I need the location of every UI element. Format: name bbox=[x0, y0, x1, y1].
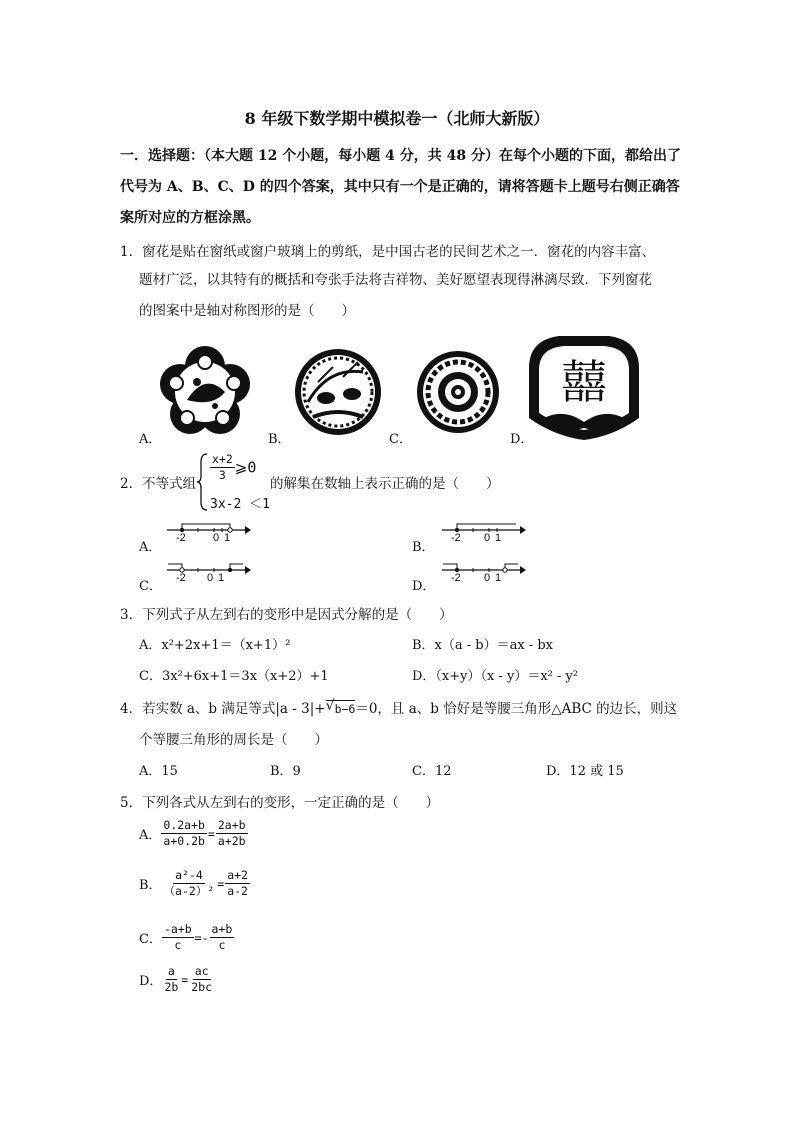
q4-option-d[interactable]: D．12 或 15 bbox=[546, 764, 624, 779]
q1-option-b[interactable]: B． bbox=[268, 432, 291, 447]
q5-a-left-numerator: 0.2a+b bbox=[163, 818, 205, 832]
q5-b-left-fraction bbox=[162, 868, 217, 899]
q2-c-tick-0: 0 bbox=[207, 572, 214, 584]
q5-b-right-numerator: a+2 bbox=[227, 868, 248, 882]
q2-ineq1-numerator: x+2 bbox=[212, 452, 233, 466]
q2-option-c[interactable]: C． bbox=[139, 579, 162, 594]
q5-c-right-numerator: a+b bbox=[211, 922, 233, 936]
q1-stem-line3: 的图案中是轴对称图形的是（ ） bbox=[139, 303, 355, 319]
q5-b-right-denominator: a-2 bbox=[227, 884, 248, 898]
q2-d-tick-neg2: -2 bbox=[451, 572, 461, 584]
section-heading-line3: 案所对应的方框涂黑。 bbox=[120, 210, 260, 226]
q5-c-right-denominator: c bbox=[218, 938, 226, 952]
q1-stem-line2: 题材广泛，以其特有的概括和夸张手法将吉祥物、美好愿望表现得淋漓尽致．下列窗花 bbox=[139, 272, 652, 288]
section-heading-line2: 代号为 A、B、C、D 的四个答案，其中只有一个是正确的，请将答题卡上题号右侧正确答 bbox=[120, 179, 680, 195]
q4-stem-line2: 个等腰三角形的周长是（ ） bbox=[139, 732, 328, 748]
q5-c-left-numerator: -a+b bbox=[163, 922, 192, 936]
q5-option-b[interactable] bbox=[139, 868, 250, 899]
q2-d-tick-1: 1 bbox=[495, 572, 502, 584]
q5-option-d[interactable] bbox=[139, 964, 214, 995]
q4-sqrt bbox=[326, 700, 356, 717]
page-title: 8 年级下数学期中模拟卷一（北师大新版） bbox=[244, 109, 550, 128]
q2-option-d[interactable]: D． bbox=[412, 579, 436, 594]
q2-a-tick-neg2: -2 bbox=[176, 532, 186, 544]
q2-b-tick-0: 0 bbox=[484, 532, 491, 544]
q5-d-left-denominator: 2b bbox=[164, 980, 179, 994]
q4-stem-part2: ＝0，且 a、b 恰好是等腰三角形△ABC 的边长，则这 bbox=[355, 701, 678, 717]
q4-stem-line1 bbox=[120, 697, 677, 717]
q3-option-b[interactable]: B．x（a - b）＝ax - bx bbox=[412, 638, 554, 653]
q5-c-label: C． bbox=[139, 932, 162, 947]
q4-option-a[interactable]: A．15 bbox=[139, 764, 178, 779]
q1-option-c[interactable]: C． bbox=[389, 432, 412, 447]
q3-option-a[interactable]: A．x²+2x+1＝（x+1）² bbox=[139, 638, 291, 653]
q4-stem-part1: 4．若实数 a、b 满足等式|a - 3|+ bbox=[120, 701, 326, 717]
q2-c-tick-1: 1 bbox=[218, 572, 225, 584]
q2-d-tick-0: 0 bbox=[484, 572, 491, 584]
q5-d-left-fraction bbox=[162, 964, 180, 995]
q5-a-right-fraction bbox=[216, 818, 248, 849]
section-heading-line1: 一．选择题：（本大题 12 个小题，每小题 4 分，共 48 分）在每个小题的下面，都给出了 bbox=[120, 148, 681, 164]
q1-image-a-plum-blossom bbox=[160, 346, 250, 434]
q2-inequality-1 bbox=[210, 452, 256, 483]
q4-radicand: b−6 bbox=[334, 702, 356, 716]
q5-d-left-numerator: a bbox=[167, 964, 175, 978]
q5-c-equals: =- bbox=[194, 930, 209, 945]
q5-d-right-denominator: 2bc bbox=[191, 980, 213, 994]
q3-option-c[interactable]: C．3x²+6x+1＝3x（x+2）+1 bbox=[139, 669, 329, 684]
q2-a-tick-1: 1 bbox=[224, 532, 231, 544]
q5-option-a[interactable] bbox=[139, 818, 248, 849]
q1-option-a[interactable]: A． bbox=[139, 432, 162, 447]
q5-b-left-denominator: （a-2）² bbox=[163, 884, 215, 898]
q2-ineq1-fraction bbox=[210, 452, 235, 483]
q4-sqrt-sign: √ bbox=[325, 698, 335, 714]
q2-option-a[interactable]: A． bbox=[139, 540, 162, 555]
q2-suffix: 的解集在数轴上表示正确的是（ ） bbox=[270, 476, 500, 492]
q3-option-d[interactable]: D．（x+y）（x - y）＝x² - y² bbox=[412, 669, 579, 684]
q5-a-label: A． bbox=[139, 828, 162, 843]
q5-a-equals: = bbox=[207, 826, 215, 841]
q5-a-left-denominator: a+0.2b bbox=[163, 834, 205, 848]
q5-a-right-denominator: a+2b bbox=[217, 834, 246, 848]
q5-a-left-fraction bbox=[161, 818, 207, 849]
q2-b-tick-neg2: -2 bbox=[451, 532, 461, 544]
q5-d-label: D． bbox=[139, 974, 163, 989]
q5-c-left-denominator: c bbox=[174, 938, 182, 952]
q2-system-brace bbox=[196, 452, 210, 512]
q1-double-happiness-glyph: 囍 bbox=[561, 356, 607, 408]
q1-stem-line1: 1．窗花是贴在窗纸或窗户玻璃上的剪纸，是中国古老的民间艺术之一．窗花的内容丰富、 bbox=[120, 244, 656, 260]
q2-ineq1-relation: ⩾0 bbox=[234, 458, 257, 477]
q5-stem: 5．下列各式从左到右的变形，一定正确的是（ ） bbox=[120, 795, 440, 811]
q2-c-tick-neg2: -2 bbox=[176, 572, 186, 584]
q5-b-left-numerator: a²-4 bbox=[175, 868, 203, 882]
q2-option-b[interactable]: B． bbox=[412, 540, 435, 555]
q1-option-d[interactable]: D． bbox=[510, 432, 534, 447]
q5-d-right-numerator: ac bbox=[194, 964, 209, 978]
q5-b-right-fraction bbox=[225, 868, 250, 899]
q2-a-tick-0: 0 bbox=[213, 532, 220, 544]
q1-image-c-mandala bbox=[417, 351, 499, 433]
q5-c-right-fraction bbox=[210, 922, 235, 953]
q1-image-d-double-happiness bbox=[529, 336, 639, 440]
q5-d-equals: = bbox=[181, 972, 189, 987]
q2-ineq1-denominator: 3 bbox=[218, 468, 226, 482]
q5-b-label: B． bbox=[139, 878, 162, 893]
q5-option-c[interactable] bbox=[139, 922, 234, 953]
q5-d-right-fraction bbox=[189, 964, 214, 995]
q5-a-right-numerator: 2a+b bbox=[217, 818, 246, 832]
q3-stem: 3．下列式子从左到右的变形中是因式分解的是（ ） bbox=[120, 607, 453, 623]
q5-c-left-fraction bbox=[162, 922, 194, 953]
q4-option-c[interactable]: C．12 bbox=[412, 764, 452, 779]
q5-b-equals: = bbox=[217, 876, 225, 891]
q4-option-b[interactable]: B．9 bbox=[270, 764, 301, 779]
q2-inequality-2: 3x-2 ＜1 bbox=[210, 497, 270, 512]
q2-prefix: 2．不等式组 bbox=[120, 476, 197, 492]
q1-image-b-birds-circle bbox=[295, 349, 381, 435]
q2-b-tick-1: 1 bbox=[495, 532, 502, 544]
